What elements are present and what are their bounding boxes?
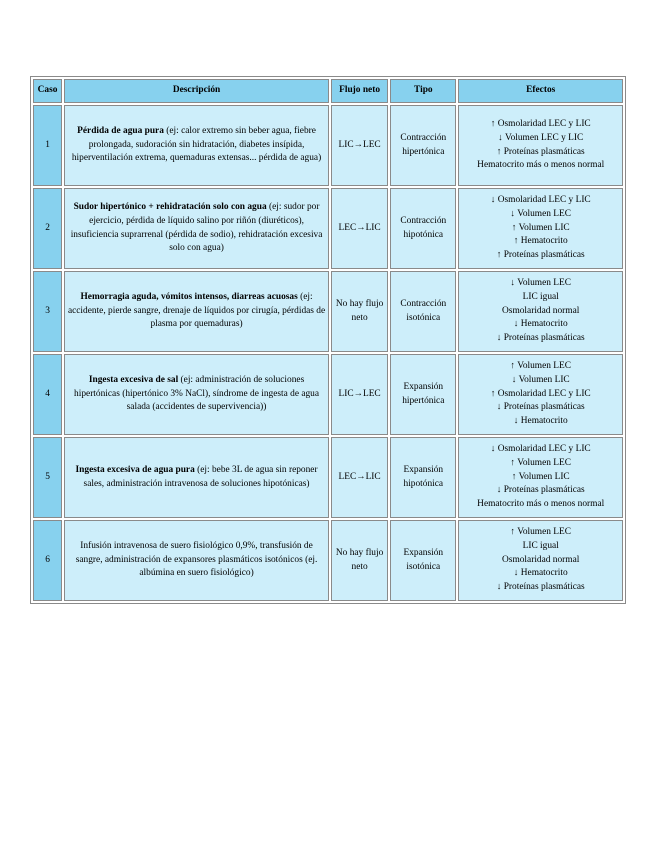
effect-line: ↑ Proteínas plasmáticas [496,146,585,157]
cell-descripcion [64,105,329,186]
description-text: (ej: accidente, pierde sangre, drenaje de líquidos por cirugía, pérdidas de plasma por quemaduras) [67,291,326,330]
cell-flujo-neto: LEC→LIC [331,437,388,518]
effect-line: ↓ Hematocrito [513,319,568,330]
effect-line: ↑ Osmolaridad LEC y LIC [490,388,591,399]
cell-tipo: Contracción isotónica [390,271,456,352]
effect-line: ↓ Volumen LEC [510,208,571,219]
cell-flujo-neto: LEC→LIC [331,188,388,269]
table-row [33,271,623,352]
cell-efectos [458,520,623,601]
cell-tipo: Expansión isotónica [390,520,456,601]
fluid-balance-table [30,76,626,604]
effect-line: Hematocrito más o menos normal [477,499,605,510]
fluid-balance-table-container [30,76,626,604]
table-row [33,188,623,269]
description-text: (ej: calor extremo sin beber agua, fiebre prolongada, sudoración sin hidratación, diabetes insípida, hiperventilación extrema, quemaduras extensas... pérdida de agua) [71,125,322,164]
effect-line: LIC igual [522,540,559,551]
cell-descripcion [64,520,329,601]
cell-flujo-neto: LIC→LEC [331,354,388,435]
effect-line: ↓ Hematocrito [513,568,568,579]
cell-caso: 4 [33,354,62,435]
effect-line: ↑ Volumen LEC [510,360,571,371]
description-text: (ej: sudor por ejercicio, pérdida de líquido salino por riñón (diuréticos), insuficiencia suprarrenal (pérdida de sodio), rehidratación excesiva solo con agua) [70,201,323,254]
cell-flujo-neto: LIC→LEC [331,105,388,186]
cell-flujo-neto: No hay flujo neto [331,520,388,601]
effect-line: Osmolaridad normal [502,554,580,565]
effect-line: ↑ Hematocrito [513,236,568,247]
effect-line: ↑ Volumen LIC [511,222,570,233]
description-text: (ej: administración de soluciones hipertónicas (hipertónico 3% NaCl), síndrome de ingesta de agua salada (accidentes de supervivencia)) [74,374,320,413]
cell-tipo: Expansión hipertónica [390,354,456,435]
effect-line: Osmolaridad normal [502,305,580,316]
cell-tipo: Contracción hipertónica [390,105,456,186]
table-row [33,520,623,601]
description-text: Infusión intravenosa de suero fisiológico 0,9%, transfusión de sangre, administración de expansores plasmáticos isotónicos (ej. albúmina en suero fisiológico) [75,540,318,579]
cell-tipo: Contracción hipotónica [390,188,456,269]
cell-efectos [458,105,623,186]
header-caso: Caso [33,79,62,103]
description-text: (ej: bebe 3L de agua sin reponer sales, administración intravenosa de soluciones hipotónicas) [83,464,318,489]
cell-descripcion [64,437,329,518]
cell-flujo-neto: No hay flujo neto [331,271,388,352]
table-row [33,437,623,518]
header-efectos: Efectos [458,79,623,103]
effect-line: ↑ Volumen LEC [510,526,571,537]
effect-line: ↓ Proteínas plasmáticas [496,485,585,496]
description-bold: Hemorragia aguda, vómitos intensos, diarreas acuosas [80,291,298,302]
cell-descripcion [64,188,329,269]
cell-caso: 2 [33,188,62,269]
table-header-row [33,79,623,103]
effect-line: ↓ Proteínas plasmáticas [496,582,585,593]
table-row [33,354,623,435]
cell-efectos [458,354,623,435]
cell-tipo: Expansión hipotónica [390,437,456,518]
effect-line: ↓ Osmolaridad LEC y LIC [490,443,591,454]
effect-line: ↓ Volumen LEC [510,277,571,288]
description-bold: Pérdida de agua pura [77,125,164,136]
header-tipo: Tipo [390,79,456,103]
cell-caso: 1 [33,105,62,186]
effect-line: LIC igual [522,291,559,302]
cell-descripcion [64,271,329,352]
cell-efectos [458,437,623,518]
table-row [33,105,623,186]
effect-line: Hematocrito más o menos normal [477,160,605,171]
effect-line: ↓ Proteínas plasmáticas [496,402,585,413]
header-flujo-neto: Flujo neto [331,79,388,103]
description-bold: Sudor hipertónico + rehidratación solo con agua [73,201,267,212]
effect-line: ↑ Volumen LIC [511,471,570,482]
effect-line: ↓ Hematocrito [513,416,568,427]
description-bold: Ingesta excesiva de agua pura [75,464,195,475]
cell-caso: 3 [33,271,62,352]
header-descripcion: Descripción [64,79,329,103]
cell-caso: 6 [33,520,62,601]
cell-efectos [458,188,623,269]
cell-descripcion [64,354,329,435]
effect-line: ↓ Osmolaridad LEC y LIC [490,194,591,205]
cell-efectos [458,271,623,352]
effect-line: ↓ Volumen LEC y LIC [498,132,584,143]
effect-line: ↑ Osmolaridad LEC y LIC [490,118,591,129]
effect-line: ↓ Volumen LIC [511,374,570,385]
effect-line: ↓ Proteínas plasmáticas [496,333,585,344]
description-bold: Ingesta excesiva de sal [88,374,179,385]
effect-line: ↑ Proteínas plasmáticas [496,250,585,261]
effect-line: ↑ Volumen LEC [510,457,571,468]
cell-caso: 5 [33,437,62,518]
